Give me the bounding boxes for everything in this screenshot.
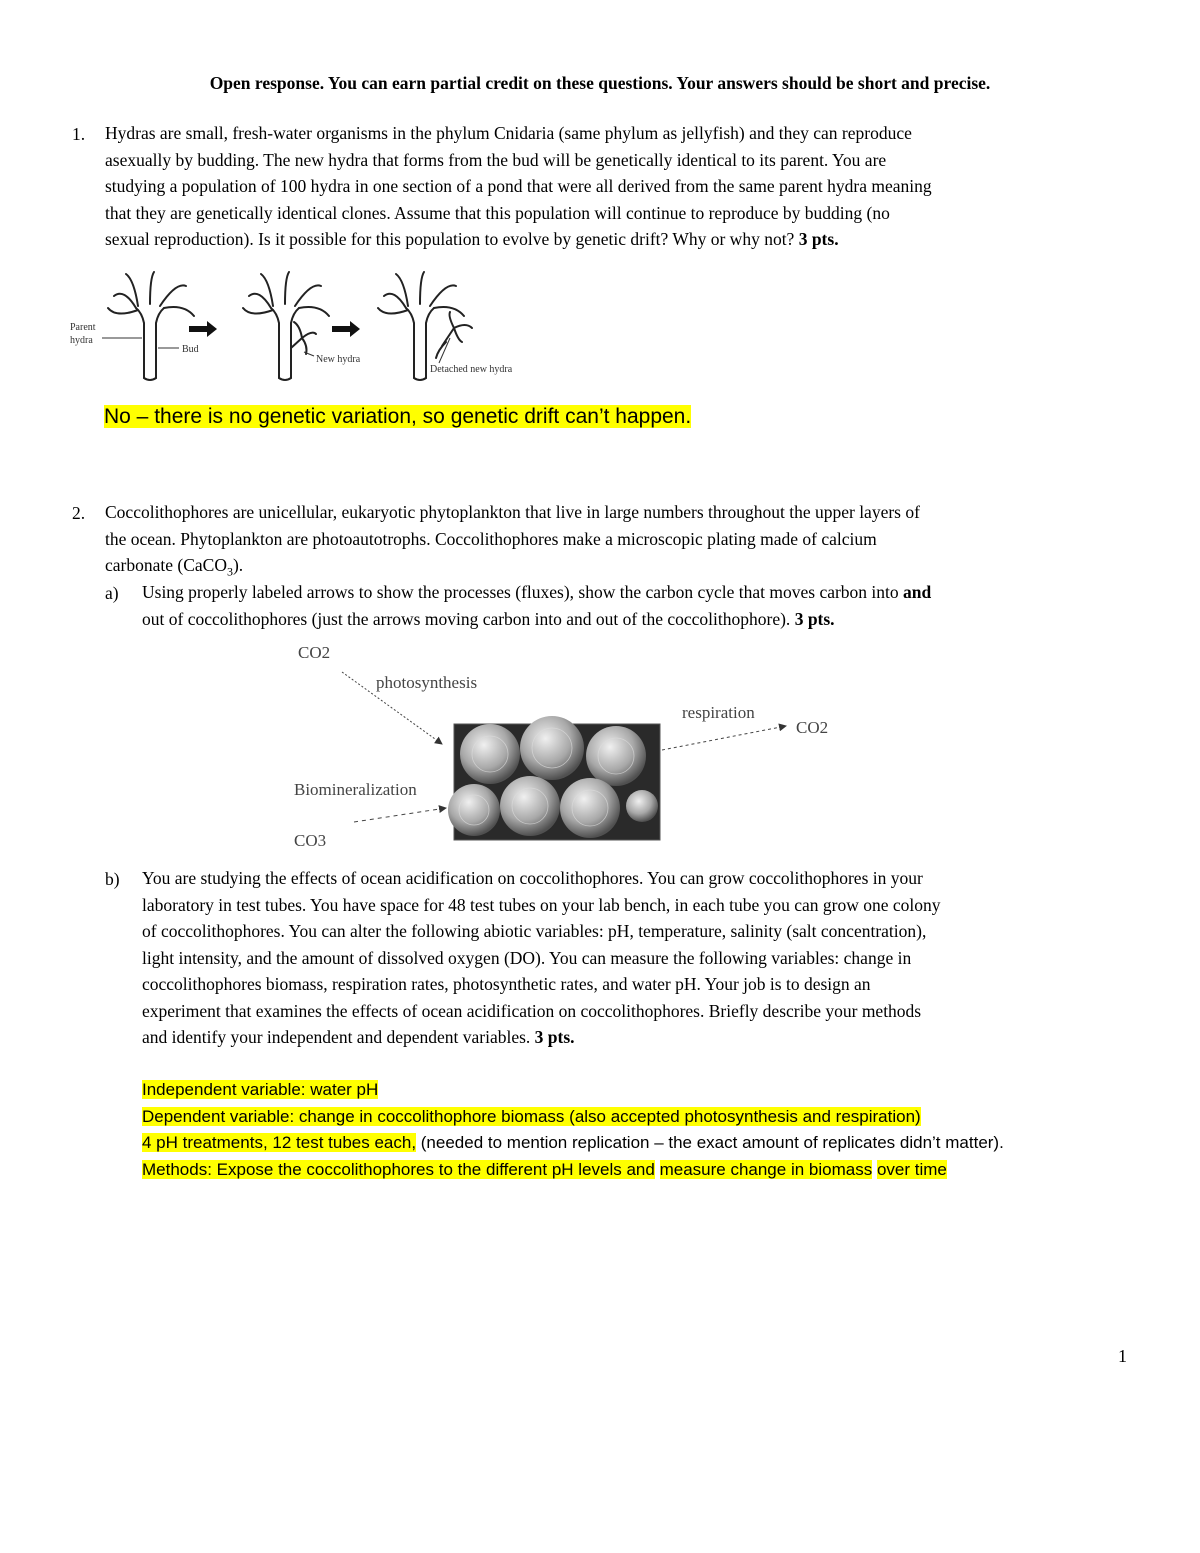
biomineralization-label: Biomineralization xyxy=(294,780,417,799)
photosynthesis-label: photosynthesis xyxy=(376,673,478,692)
q2-line-end: ). xyxy=(232,555,244,575)
biomineralization-arrow xyxy=(354,808,446,822)
carbon-cycle-diagram xyxy=(290,638,850,853)
arrow-icon xyxy=(189,321,360,337)
detached-hydra-label: Detached new hydra xyxy=(430,364,513,375)
instructions-heading: Open response. You can earn partial credit on these questions. Your answers should be short and precise. xyxy=(209,73,991,93)
q1-number: 1. xyxy=(72,124,86,144)
methods-text-b: measure change in biomass xyxy=(659,1159,873,1179)
treatments-note: (needed to mention replication – the exact amount of replicates didn’t matter). xyxy=(416,1133,1004,1152)
q2a-line-text: Using properly labeled arrows to show the processes (fluxes), show the carbon cycle that moves carbon into xyxy=(142,582,899,602)
q2a-points: 3 pts. xyxy=(794,608,835,629)
bud-label: Bud xyxy=(182,344,199,355)
q2b-line-text: and identify your independent and dependent variables. xyxy=(142,1027,531,1047)
parent-label: Parent xyxy=(70,322,96,333)
q1-line: that they are genetically identical clones. Assume that this population will continue to reproduce by budding (no xyxy=(105,202,890,223)
q2b-line: You are studying the effects of ocean acidification on coccolithophores. You can grow coccolithophores in your xyxy=(142,868,923,888)
respiration-label: respiration xyxy=(682,703,755,722)
new-hydra-label: New hydra xyxy=(316,354,361,365)
q1-answer-text: No – there is no genetic variation, so genetic drift can’t happen. xyxy=(104,405,692,428)
coccolithophore-micrograph xyxy=(448,716,660,840)
q2b-label: b) xyxy=(105,869,120,889)
q1-points: 3 pts. xyxy=(798,229,839,249)
q1-question: sexual reproduction). Is it possible for this population to evolve by genetic drift? Why or why not? xyxy=(105,229,795,249)
hydra-budding-figure xyxy=(64,268,534,383)
q1-line: Hydras are small, fresh-water organisms in the phylum Cnidaria (same phylum as jellyfish) and they can reproduce xyxy=(105,123,912,143)
treatments-answer xyxy=(142,1130,1004,1157)
q2-line-text: carbonate (CaCO xyxy=(105,555,227,575)
q2a-text xyxy=(142,579,1152,632)
q2b-answer xyxy=(142,1077,1004,1183)
q2b-line: coccolithophores biomass, respiration rates, photosynthetic rates, and water pH. Your job is to design an xyxy=(142,974,871,994)
q2a-line xyxy=(142,606,1152,633)
co3-label: CO3 xyxy=(294,831,327,850)
q1-answer xyxy=(104,402,691,432)
parent-label-2: hydra xyxy=(70,335,93,346)
dependent-variable-answer xyxy=(142,1104,1004,1131)
co2-out-label: CO2 xyxy=(796,718,829,737)
q1-text xyxy=(105,120,1135,253)
parent-hydra-drawing xyxy=(108,272,194,380)
independent-variable-answer xyxy=(142,1077,1004,1104)
q2b-text xyxy=(142,865,1152,1051)
q1-line: asexually by budding. The new hydra that forms from the bud will be genetically identical to its parent. You are xyxy=(105,149,887,170)
q2b-points: 3 pts. xyxy=(534,1027,575,1047)
q2b-line xyxy=(142,1024,1152,1051)
treatments-text: 4 pH treatments, 12 test tubes each, xyxy=(142,1133,417,1152)
page-number: 1 xyxy=(1118,1346,1127,1366)
q2b-line: of coccolithophores. You can alter the following abiotic variables: pH, temperature, salinity (salt concentration), xyxy=(142,921,927,941)
q2b-line: light intensity, and the amount of dissolved oxygen (DO). You can measure the following variables: change in xyxy=(142,947,912,968)
methods-text-a: Methods: Expose the coccolithophores to the different pH levels and xyxy=(142,1159,655,1179)
q2-line: Coccolithophores are unicellular, eukaryotic phytoplankton that live in large numbers throughout the upper layers of xyxy=(105,502,920,522)
q1-line xyxy=(105,226,1135,253)
respiration-arrow xyxy=(662,726,786,750)
co2-in-label: CO2 xyxy=(298,643,331,662)
q2a-label: a) xyxy=(105,583,119,603)
methods-text-c: over time xyxy=(876,1159,947,1179)
q2-number: 2. xyxy=(72,503,86,523)
methods-answer xyxy=(142,1157,1004,1184)
q2-subscript: 3 xyxy=(226,564,233,579)
q2a-line xyxy=(142,579,1152,606)
q2a-line-text: out of coccolithophores (just the arrows moving carbon into and out of the coccolithophore). xyxy=(142,608,791,629)
q1-line: studying a population of 100 hydra in one section of a pond that were all derived from the same parent hydra meaning xyxy=(105,176,932,196)
q2-line: the ocean. Phytoplankton are photoautotrophs. Coccolithophores make a microscopic plating made of calcium xyxy=(105,528,877,549)
q2-intro xyxy=(105,499,1145,585)
q2b-line: experiment that examines the effects of ocean acidification on coccolithophores. Briefly describe your methods xyxy=(142,1000,922,1021)
dependent-variable-text: Dependent variable: change in coccolithophore biomass (also accepted photosynthesis and respiration) xyxy=(142,1106,921,1126)
q2a-bold: and xyxy=(903,582,932,602)
q2b-line: laboratory in test tubes. You have space for 48 test tubes on your lab bench, in each tube you can grow one colony xyxy=(142,894,941,915)
independent-variable-text: Independent variable: water pH xyxy=(142,1080,379,1099)
